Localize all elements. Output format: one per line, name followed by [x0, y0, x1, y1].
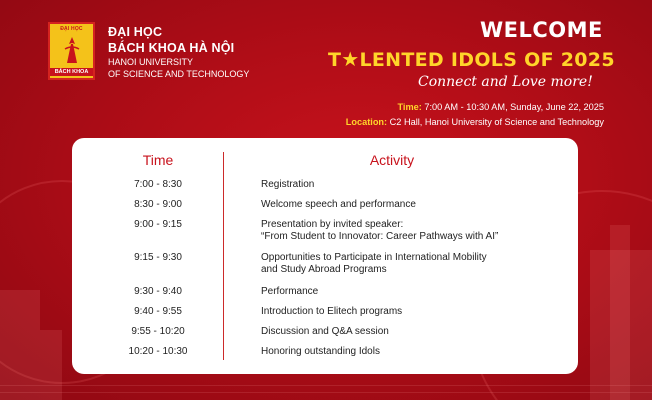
university-name-vn-1: ĐẠI HỌC	[108, 25, 163, 39]
event-info	[346, 100, 604, 130]
row-time: 9:00 - 9:15	[134, 219, 182, 230]
time-value: 7:00 AM - 10:30 AM, Sunday, June 22, 2025	[424, 102, 604, 112]
row-activity	[261, 306, 561, 318]
row-time: 7:00 - 8:30	[134, 179, 182, 190]
university-name-en-2: OF SCIENCE AND TECHNOLOGY	[108, 69, 250, 79]
row-activity-line: Discussion and Q&A session	[261, 326, 389, 337]
event-title-prefix: T	[328, 49, 342, 71]
row-activity	[261, 252, 561, 276]
row-time: 8:30 - 9:00	[134, 199, 182, 210]
row-activity	[261, 199, 561, 211]
row-activity	[261, 346, 561, 358]
university-name	[108, 24, 249, 80]
row-activity	[261, 326, 561, 338]
row-activity-line: Opportunities to Participate in International Mobility	[261, 252, 487, 263]
activity-column-header: Activity	[369, 152, 415, 168]
row-activity-line: Performance	[261, 286, 319, 297]
logo-bottom-text: BÁCH KHOA	[50, 68, 93, 76]
event-title	[328, 47, 615, 71]
row-activity-line: Presentation by invited speaker:	[261, 219, 404, 230]
row-time: 9:55 - 10:20	[131, 326, 185, 337]
event-time-line	[346, 100, 604, 115]
university-name-en-1: HANOI UNIVERSITY	[108, 57, 194, 67]
row-activity-line-2: “From Student to Innovator: Career Pathways with AI”	[261, 231, 499, 242]
time-label: Time:	[397, 102, 422, 112]
row-activity-line: Welcome speech and performance	[261, 199, 416, 210]
row-activity-line: Introduction to Elitech programs	[261, 306, 403, 317]
time-column-header: Time	[142, 152, 174, 168]
schedule-card	[72, 138, 578, 374]
university-logo	[48, 22, 95, 80]
row-activity-line-2: and Study Abroad Programs	[261, 264, 387, 275]
logo-top-text: ĐẠI HỌC	[60, 26, 83, 32]
row-activity	[261, 179, 561, 191]
event-location-line	[346, 115, 604, 130]
row-activity	[261, 219, 561, 243]
row-activity	[261, 286, 561, 298]
star-icon: ★	[341, 47, 360, 71]
event-title-rest: LENTED IDOLS OF 2025	[359, 49, 615, 71]
location-label: Location:	[345, 117, 388, 127]
row-time: 9:15 - 9:30	[134, 252, 182, 263]
row-time: 9:30 - 9:40	[134, 286, 182, 297]
slogan: Connect and Love more!	[418, 74, 593, 90]
row-activity-line: Registration	[261, 179, 315, 190]
row-time: 9:40 - 9:55	[134, 306, 182, 317]
location-value: C2 Hall, Hanoi University of Science and Technology	[389, 117, 604, 127]
row-time: 10:20 - 10:30	[128, 346, 188, 357]
torch-figure-icon	[61, 35, 83, 65]
university-name-vn-2: BÁCH KHOA HÀ NỘI	[108, 41, 235, 55]
welcome-title: WELCOME	[480, 18, 603, 42]
row-activity-line: Honoring outstanding Idols	[261, 346, 380, 357]
